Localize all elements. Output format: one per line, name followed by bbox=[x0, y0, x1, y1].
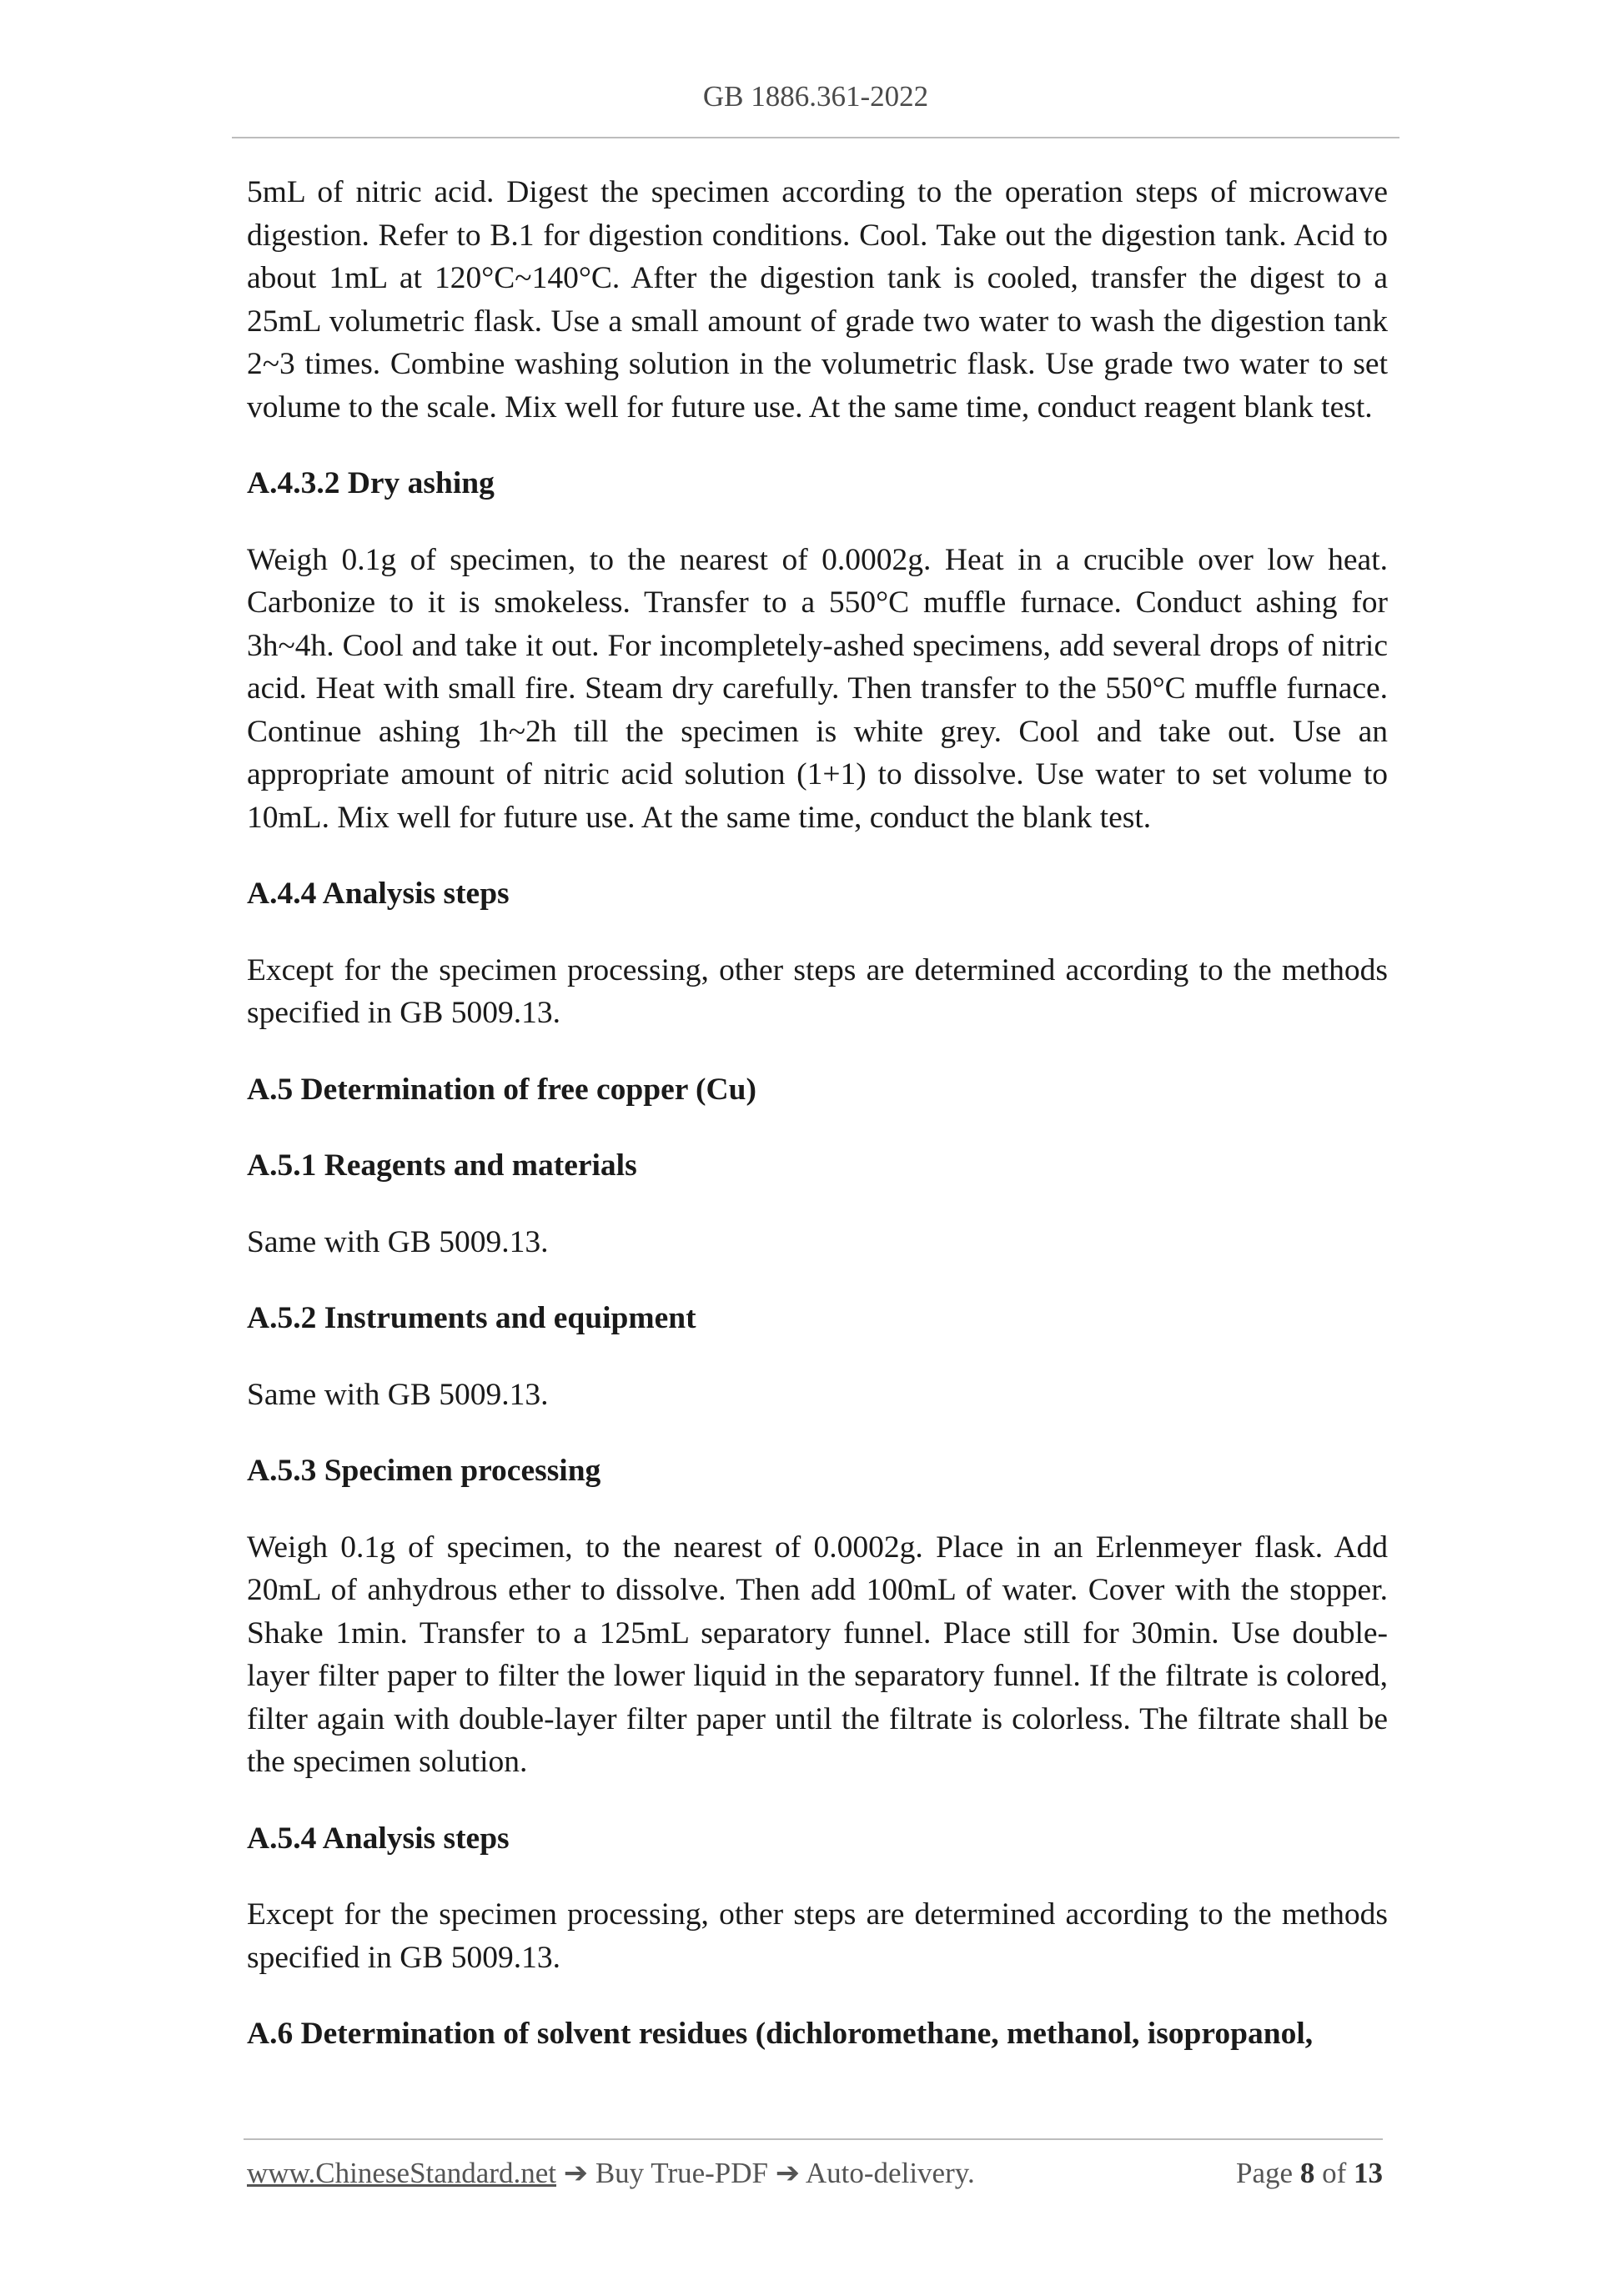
heading-instruments-equipment: A.5.2 Instruments and equipment bbox=[247, 1301, 696, 1335]
page-current: 8 bbox=[1299, 2157, 1315, 2189]
document-body bbox=[247, 171, 1388, 2089]
heading-reagents-materials: A.5.1 Reagents and materials bbox=[247, 1148, 637, 1183]
paragraph-dry-ashing: Weigh 0.1g of specimen, to the nearest of 0.0002g. Heat in a crucible over low heat. Carbonize to it is smokeless. Transfer to a 550°C muffle furnace. Conduct ashing for 3h~4h. Cool and take it out. For incompletely-ashed specimens, add several drops of nitric acid. Heat with small fire. Steam dry carefully. Then transfer to the 550°C muffle furnace. Continue ashing 1h~2h till the specimen is white grey. Cool and take out. Use an appropriate amount of nitric acid solution (1+1) to dissolve. Use water to set volume to 10mL. Mix well for future use. At the same time, conduct the blank test. bbox=[247, 542, 1388, 835]
paragraph-analysis-steps-a44: Except for the specimen processing, other steps are determined according to the methods specified in GB 5009.13. bbox=[247, 952, 1388, 1030]
heading-specimen-processing: A.5.3 Specimen processing bbox=[247, 1454, 601, 1488]
paragraph-specimen-processing: Weigh 0.1g of specimen, to the nearest of 0.0002g. Place in an Erlenmeyer flask. Add 20mL of anhydrous ether to dissolve. Then add 100mL of water. Cover with the stopper. Shake 1min. Transfer to a 125mL separatory funnel. Place still for 30min. Use double-layer filter paper to filter the lower liquid in the separatory funnel. If the filtrate is colored, filter again with double-layer filter paper until the filtrate is colorless. The filtrate shall be the specimen solution. bbox=[247, 1530, 1388, 1779]
arrow-right-icon: ➔ bbox=[563, 2157, 589, 2189]
arrow-right-icon: ➔ bbox=[775, 2157, 801, 2189]
page-number bbox=[1236, 2157, 1383, 2190]
of-label: of bbox=[1322, 2157, 1347, 2189]
paragraph-reagents-materials: Same with GB 5009.13. bbox=[247, 1224, 549, 1259]
header-divider bbox=[232, 137, 1399, 138]
page-label: Page bbox=[1236, 2157, 1294, 2189]
page-header-title: GB 1886.361-2022 bbox=[702, 80, 929, 113]
heading-analysis-steps-a44: A.4.4 Analysis steps bbox=[247, 877, 510, 911]
paragraph-instruments-equipment: Same with GB 5009.13. bbox=[247, 1377, 549, 1412]
footer-links bbox=[247, 2157, 975, 2190]
buy-true-pdf-text: Buy True-PDF bbox=[595, 2157, 768, 2189]
heading-analysis-steps-a54: A.5.4 Analysis steps bbox=[247, 1821, 510, 1856]
heading-free-copper: A.5 Determination of free copper (Cu) bbox=[247, 1072, 756, 1107]
paragraph-analysis-steps-a54: Except for the specimen processing, other steps are determined according to the methods specified in GB 5009.13. bbox=[247, 1897, 1388, 1975]
heading-solvent-residues: A.6 Determination of solvent residues (dichloromethane, methanol, isopropanol, bbox=[247, 2017, 1314, 2051]
page-total: 13 bbox=[1354, 2157, 1383, 2189]
chinesestandard-link[interactable]: www.ChineseStandard.net bbox=[247, 2157, 556, 2189]
footer-divider bbox=[244, 2138, 1383, 2140]
auto-delivery-text: Auto-delivery. bbox=[805, 2157, 975, 2189]
paragraph-digestion: 5mL of nitric acid. Digest the specimen according to the operation steps of microwave digestion. Refer to B.1 for digestion conditions. Cool. Take out the digestion tank. Acid to about 1mL at 120°C~140°C. After the digestion tank is cooled, transfer the digest to a 25mL volumetric flask. Use a small amount of grade two water to wash the digestion tank 2~3 times. Combine washing solution in the volumetric flask. Use grade two water to set volume to the scale. Mix well for future use. At the same time, conduct reagent blank test. bbox=[247, 175, 1388, 425]
heading-dry-ashing: A.4.3.2 Dry ashing bbox=[247, 466, 495, 500]
